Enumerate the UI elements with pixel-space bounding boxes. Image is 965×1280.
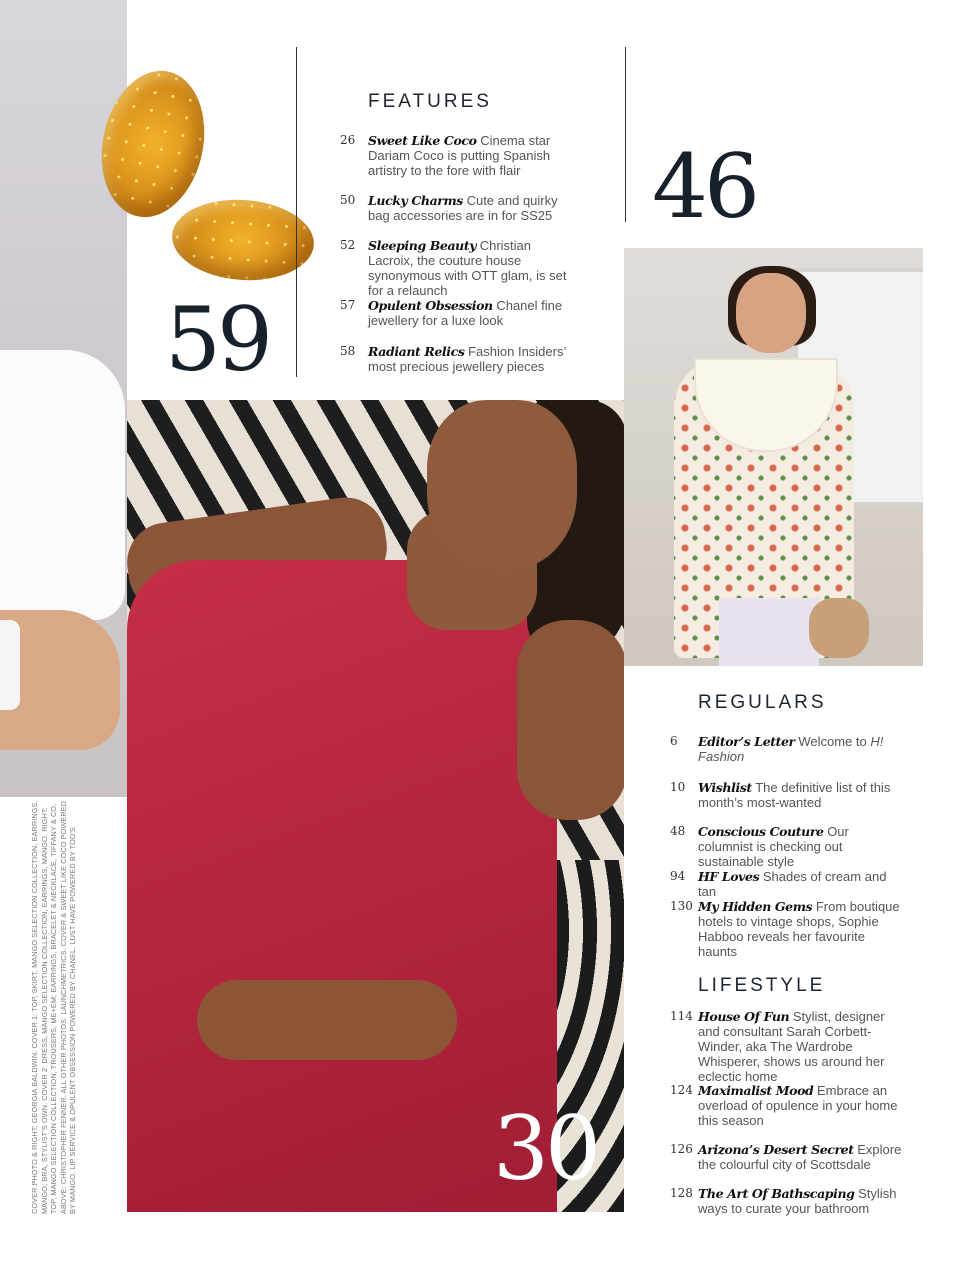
toc-description: Fashion Insiders’ most precious jewellery pieces	[368, 344, 566, 374]
toc-description: Chanel fine jewellery for a luxe look	[368, 298, 563, 328]
toc-item-lifestyle-0[interactable]	[670, 1009, 905, 1084]
toc-title: Maximalist Mood	[698, 1083, 814, 1098]
toc-title: Wishlist	[698, 780, 752, 795]
toc-item-features-4[interactable]	[340, 344, 580, 374]
toc-description: Christian Lacroix, the couture house synonymous with OTT glam, is set for a relaunch	[368, 238, 567, 298]
toc-item-features-3[interactable]	[340, 298, 580, 328]
toc-title: The Art Of Bathscaping	[698, 1186, 855, 1201]
features-heading: FEATURES	[368, 91, 492, 112]
toc-description-italic: H! Fashion	[698, 734, 884, 764]
hand-shape	[197, 980, 457, 1060]
toc-title: Opulent Obsession	[368, 298, 493, 313]
toc-item-regulars-0[interactable]	[670, 734, 905, 764]
toc-item-features-2[interactable]	[340, 238, 580, 298]
toc-page-number: 94	[670, 869, 686, 883]
toc-page-number: 50	[340, 193, 356, 207]
sleeve-shape	[0, 620, 20, 710]
toc-item-regulars-4[interactable]	[670, 899, 905, 959]
shoulder-shape	[517, 620, 624, 820]
toc-item-features-0[interactable]	[340, 133, 580, 178]
page-number-46: 46	[652, 135, 756, 238]
toc-description: Stylist, designer and consultant Sarah Corbett-Winder, aka The Wardrobe Whisperer, shows us around her eclectic home	[698, 1009, 885, 1084]
toc-item-lifestyle-3[interactable]	[670, 1186, 905, 1216]
toc-description: Embrace an overload of opulence in your home this season	[698, 1083, 898, 1128]
toc-title: Conscious Couture	[698, 824, 824, 839]
lifestyle-heading: LIFESTYLE	[698, 975, 826, 996]
toc-page-number: 124	[670, 1083, 693, 1097]
toc-title: Sweet Like Coco	[368, 133, 477, 148]
toc-title: Arizona’s Desert Secret	[698, 1142, 854, 1157]
toc-title: Radiant Relics	[368, 344, 465, 359]
white-shirt-shape	[0, 350, 125, 620]
toc-item-regulars-1[interactable]	[670, 780, 905, 810]
toc-page-number: 6	[670, 734, 678, 748]
toc-description: Explore the colourful city of Scottsdale	[698, 1142, 902, 1172]
toc-title: HF Loves	[698, 869, 760, 884]
toc-description: The definitive list of this month’s most-wanted	[698, 780, 891, 810]
toc-page-number: 128	[670, 1186, 693, 1200]
toc-description: From boutique hotels to vintage shops, Sophie Habboo reveals her favourite haunts	[698, 899, 900, 959]
toc-page-number: 58	[340, 344, 356, 358]
page-number-30: 30	[493, 1097, 597, 1200]
toc-description: Cute and quirky bag accessories are in for SS25	[368, 193, 558, 223]
toc-description: Stylish ways to curate your bathroom	[698, 1186, 897, 1216]
face-shape	[736, 273, 806, 353]
toc-page-number: 114	[670, 1009, 693, 1023]
toc-description: Our columnist is checking out sustainable style	[698, 824, 849, 869]
page-number-59: 59	[165, 288, 269, 391]
toc-page-number: 48	[670, 824, 686, 838]
toc-item-lifestyle-1[interactable]	[670, 1083, 905, 1128]
toc-title: Editor’s Letter	[698, 734, 795, 749]
main-cover-photo	[127, 400, 624, 1212]
photo-credits: COVER PHOTO & RIGHT: GEORGIA BALDWIN. COVER 1: TOP, SKIRT, MANGO SELECTION COLLECTION, EARRINGS, MANGO; BRA, STYLIST’S OWN. COVER 2: DRESS, MANGO SELECTION COLLECTION, EARRINGS, MANGO. RIGHT: TOP, MANGO SELECTION COLLECTION; TROUSERS, ME+EM; EARRINGS, BRACELET & NECKLACE, TIFFANY & CO. ABOVE: CHRISTOPHER FENNER. ALL OTHER PHOTOS: LAUNCHMETRICS. COVER & SWEET LIKE COCO POWERED BY MANGO. LIP SERVICE & OPULENT OBSESSION POWERED BY CHANEL. LUST HAVE POWERED BY TOD’S	[30, 800, 77, 1214]
toc-description: Welcome to	[798, 734, 867, 749]
toc-title: Lucky Charms	[368, 193, 463, 208]
toc-description: Shades of cream and tan	[698, 869, 887, 899]
face-shape	[427, 400, 577, 570]
toc-page-number: 130	[670, 899, 693, 913]
divider-line-left	[296, 47, 297, 377]
lace-trousers-shape	[719, 598, 819, 666]
toc-title: Sleeping Beauty	[368, 238, 477, 253]
divider-line-right	[625, 47, 626, 222]
toc-title: House Of Fun	[698, 1009, 790, 1024]
toc-page-number: 57	[340, 298, 356, 312]
regulars-heading: REGULARS	[698, 692, 827, 713]
toc-item-regulars-3[interactable]	[670, 869, 905, 899]
woven-bag-shape	[809, 598, 869, 658]
toc-item-features-1[interactable]	[340, 193, 580, 223]
toc-item-regulars-2[interactable]	[670, 824, 905, 869]
toc-description: Cinema star Dariam Coco is putting Spanish artistry to the fore with flair	[368, 133, 551, 178]
toc-page-number: 10	[670, 780, 686, 794]
toc-page-number: 26	[340, 133, 356, 147]
toc-page-number: 126	[670, 1142, 693, 1156]
street-style-photo	[624, 248, 923, 666]
gold-earring-bottom	[169, 195, 316, 285]
toc-title: My Hidden Gems	[698, 899, 813, 914]
toc-item-lifestyle-2[interactable]	[670, 1142, 905, 1172]
toc-page-number: 52	[340, 238, 356, 252]
